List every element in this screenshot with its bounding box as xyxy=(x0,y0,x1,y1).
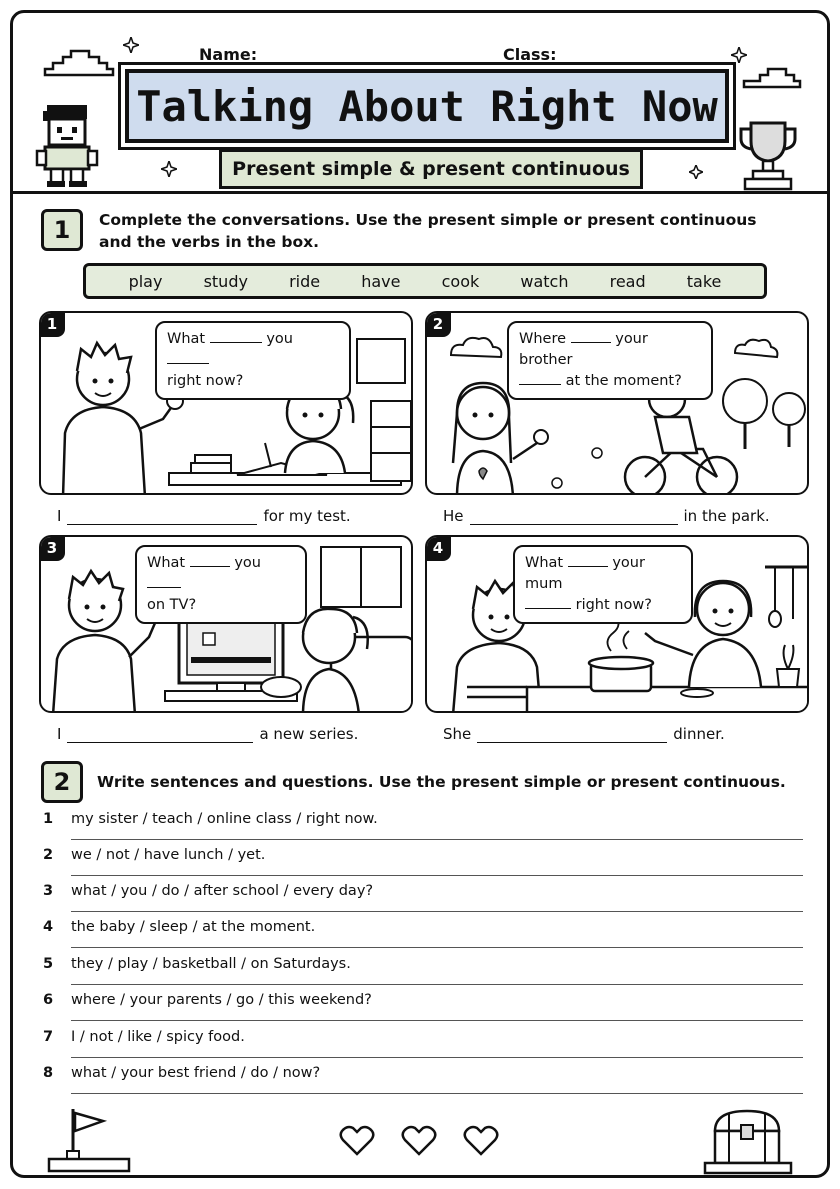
comic-panel-1 xyxy=(39,311,413,495)
verb-word: play xyxy=(128,271,163,291)
heart-icon xyxy=(463,1125,499,1157)
panel-3-speech-bubble xyxy=(135,545,307,624)
cloud-icon xyxy=(41,43,117,79)
name-label: Name: xyxy=(199,45,258,64)
answer-3-start: I xyxy=(57,725,62,743)
verb-word: have xyxy=(361,271,401,291)
section-1-instruction-line2: and the verbs in the box. xyxy=(99,233,320,251)
answer-1 xyxy=(57,507,351,525)
verb-word: cook xyxy=(441,271,480,291)
section-2-number: 2 xyxy=(41,761,83,803)
panel-3-number: 3 xyxy=(39,535,65,561)
bubble-text: your mum xyxy=(525,555,645,592)
worksheet xyxy=(10,10,830,1178)
section-1-instruction xyxy=(99,209,757,253)
section-1-number: 1 xyxy=(41,209,83,251)
comic-panel-4 xyxy=(425,535,809,713)
comic-panel-2 xyxy=(425,311,809,495)
bubble-text: you xyxy=(234,555,261,571)
item-prompt: the baby / sleep / at the moment. xyxy=(71,919,316,935)
answer-line[interactable] xyxy=(71,839,803,840)
bubble-text: you xyxy=(266,331,293,347)
bubble-text: on TV? xyxy=(147,597,197,613)
item-prompt: where / your parents / go / this weekend? xyxy=(71,992,372,1008)
verb-box xyxy=(83,263,767,299)
panel-2-number: 2 xyxy=(425,311,451,337)
item-prompt: my sister / teach / online class / right now. xyxy=(71,811,378,827)
sparkle-icon xyxy=(689,165,703,179)
bubble-text: right now? xyxy=(167,373,244,389)
answer-3 xyxy=(57,725,358,743)
bubble-text: Where xyxy=(519,331,567,347)
name-line[interactable] xyxy=(263,50,489,64)
class-label: Class: xyxy=(503,45,557,64)
answer-2-start: He xyxy=(443,507,464,525)
item-number: 1 xyxy=(43,811,54,827)
answer-2 xyxy=(443,507,770,525)
answer-line[interactable] xyxy=(71,1057,803,1058)
answer-3-blank[interactable] xyxy=(67,729,253,743)
heart-icon xyxy=(339,1125,375,1157)
bubble-text: right now? xyxy=(575,597,652,613)
title-banner xyxy=(125,69,729,143)
answer-4-blank[interactable] xyxy=(477,729,667,743)
answer-line[interactable] xyxy=(71,911,803,912)
verb-word: read xyxy=(609,271,646,291)
panel-1-number: 1 xyxy=(39,311,65,337)
sparkle-icon xyxy=(161,161,177,177)
item-number: 5 xyxy=(43,956,54,972)
answer-line[interactable] xyxy=(71,1020,803,1021)
bubble-text: What xyxy=(147,555,186,571)
page-title: Talking About Right Now xyxy=(136,81,718,131)
answer-2-end: in the park. xyxy=(683,507,770,525)
panel-4-speech-bubble xyxy=(513,545,693,624)
comic-panel-3 xyxy=(39,535,413,713)
item-prompt: they / play / basketball / on Saturdays. xyxy=(71,956,351,972)
bubble-text: your brother xyxy=(519,331,648,368)
panel-1-speech-bubble xyxy=(155,321,351,400)
sparkle-icon xyxy=(123,37,139,53)
answer-4-start: She xyxy=(443,725,472,743)
answer-4-end: dinner. xyxy=(673,725,725,743)
item-number: 8 xyxy=(43,1065,54,1081)
answer-1-start: I xyxy=(57,507,62,525)
answer-line[interactable] xyxy=(71,984,803,985)
panel-2-speech-bubble xyxy=(507,321,713,400)
bubble-text: at the moment? xyxy=(565,373,682,389)
answer-2-blank[interactable] xyxy=(470,511,678,525)
item-prompt: we / not / have lunch / yet. xyxy=(71,847,266,863)
cloud-icon xyxy=(741,59,803,91)
item-number: 4 xyxy=(43,919,54,935)
item-number: 7 xyxy=(43,1029,54,1045)
item-prompt: what / your best friend / do / now? xyxy=(71,1065,321,1081)
item-number: 6 xyxy=(43,992,54,1008)
verb-word: watch xyxy=(520,271,569,291)
item-prompt: I / not / like / spicy food. xyxy=(71,1029,245,1045)
item-prompt: what / you / do / after school / every day? xyxy=(71,883,374,899)
name-field xyxy=(199,45,489,64)
verb-word: take xyxy=(686,271,722,291)
treasure-chest-icon xyxy=(703,1105,793,1175)
pixel-character-icon xyxy=(35,103,101,189)
answer-line[interactable] xyxy=(71,875,803,876)
subtitle-banner xyxy=(219,149,643,189)
verb-word: ride xyxy=(289,271,321,291)
answer-line[interactable] xyxy=(71,1093,803,1094)
answer-line[interactable] xyxy=(71,947,803,948)
class-field xyxy=(503,45,712,64)
item-number: 2 xyxy=(43,847,54,863)
bubble-text: What xyxy=(525,555,564,571)
answer-4 xyxy=(443,725,725,743)
answer-3-end: a new series. xyxy=(259,725,359,743)
bubble-text: What xyxy=(167,331,206,347)
answer-1-end: for my test. xyxy=(263,507,351,525)
item-number: 3 xyxy=(43,883,54,899)
verb-word: study xyxy=(203,271,248,291)
answer-1-blank[interactable] xyxy=(67,511,257,525)
section-1-instruction-line1: Complete the conversations. Use the present simple or present continuous xyxy=(99,211,757,229)
page-subtitle: Present simple & present continuous xyxy=(232,158,630,180)
panel-4-number: 4 xyxy=(425,535,451,561)
class-line[interactable] xyxy=(562,50,712,64)
heart-icon xyxy=(401,1125,437,1157)
sparkle-icon xyxy=(731,47,747,63)
section-2-instruction: Write sentences and questions. Use the present simple or present continuous. xyxy=(97,773,786,791)
flag-icon xyxy=(45,1105,133,1175)
header-divider xyxy=(13,191,827,194)
trophy-icon xyxy=(735,119,801,191)
